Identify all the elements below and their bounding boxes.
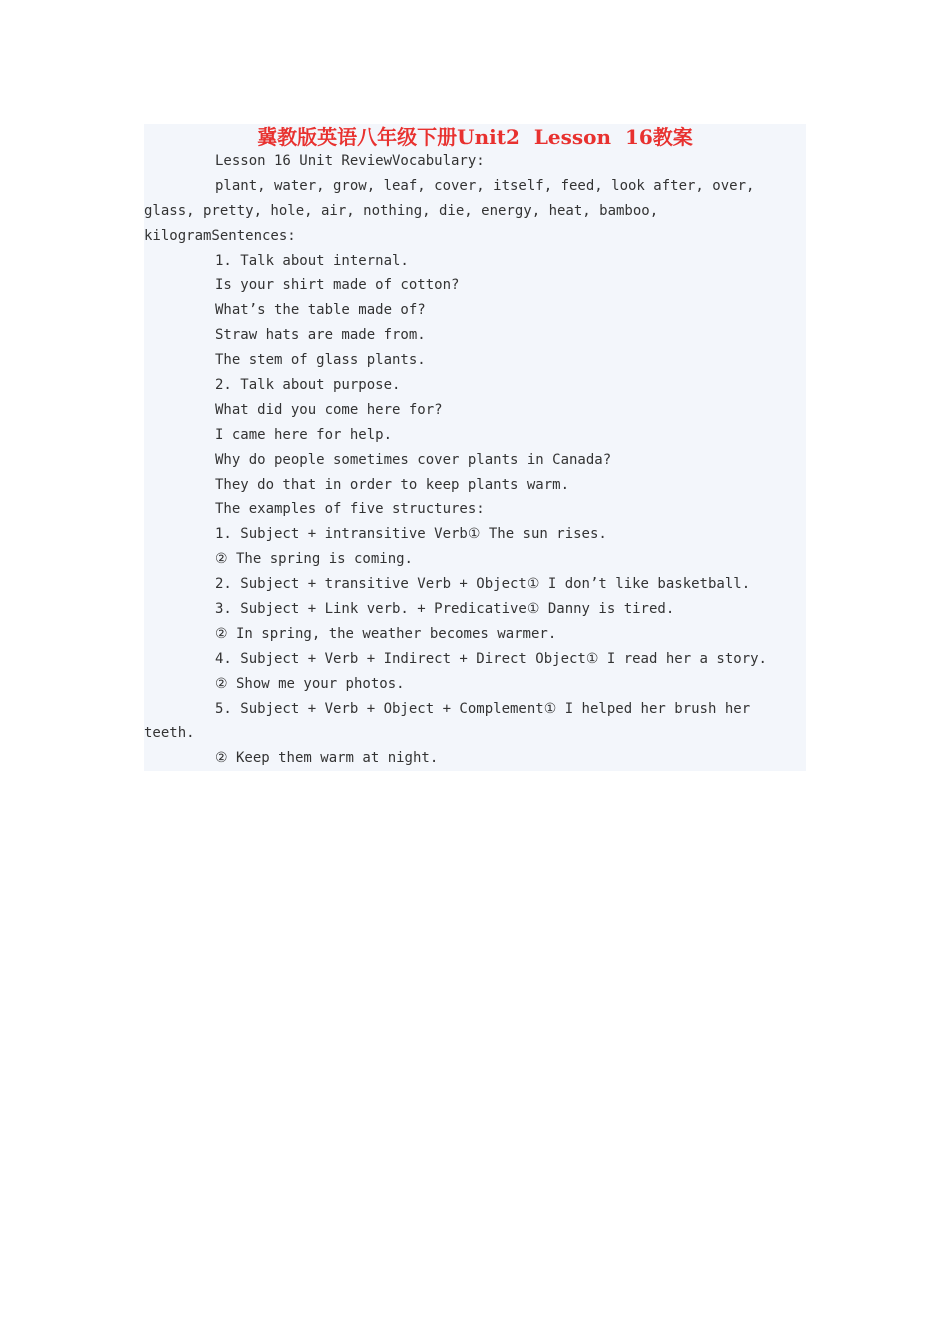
structure-example: 5. Subject + Verb + Object + Complement① I helped her brush her (215, 700, 751, 717)
document-title: 冀教版英语八年级下册Unit2 Lesson 16教案 (257, 125, 693, 149)
structure-example: ② The spring is coming. (215, 551, 413, 568)
structure-example: teeth. (144, 725, 195, 742)
section-heading: The examples of five structures: (215, 501, 485, 518)
structure-example: ② In spring, the weather becomes warmer. (215, 625, 557, 642)
vocabulary-heading-line: Lesson 16 Unit ReviewVocabulary: (215, 153, 485, 169)
vocabulary-line: glass, pretty, hole, air, nothing, die, energy, heat, bamboo, (144, 202, 659, 219)
section-heading: 1. Talk about internal. (215, 252, 409, 269)
example-sentence: What did you come here for? (215, 401, 443, 418)
structure-example: ② Show me your photos. (215, 675, 405, 692)
structure-example: 3. Subject + Link verb. + Predicative① Danny is tired. (215, 601, 675, 618)
document-content (144, 124, 806, 771)
sentences-heading-line: kilogramSentences: (144, 227, 296, 244)
example-sentence: They do that in order to keep plants warm. (215, 476, 570, 493)
example-sentence: The stem of glass plants. (215, 352, 426, 369)
structure-example: ② Keep them warm at night. (215, 750, 439, 767)
document-body (144, 149, 806, 771)
structure-example: 2. Subject + transitive Verb + Object① I don’t like basketball. (215, 576, 751, 593)
example-sentence: What’s the table made of? (215, 302, 426, 319)
example-sentence: Is your shirt made of cotton? (215, 277, 460, 294)
example-sentence: I came here for help. (215, 426, 393, 443)
structure-example: 1. Subject + intransitive Verb① The sun rises. (215, 526, 607, 543)
structure-example: 4. Subject + Verb + Indirect + Direct Object① I read her a story. (215, 650, 767, 667)
vocabulary-line: plant, water, grow, leaf, cover, itself, feed, look after, over, (215, 177, 755, 194)
section-heading: 2. Talk about purpose. (215, 377, 401, 394)
example-sentence: Why do people sometimes cover plants in Canada? (215, 451, 612, 468)
example-sentence: Straw hats are made from. (215, 327, 426, 344)
